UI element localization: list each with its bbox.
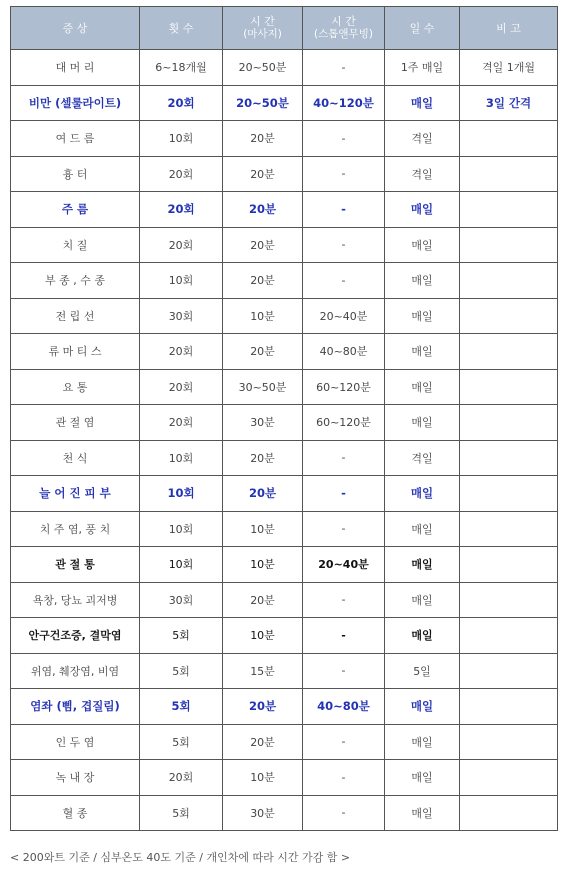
days-cell: 매일 (385, 795, 460, 831)
header-time-label: 시 간 (331, 15, 356, 28)
massage-time-cell: 30분 (223, 405, 303, 441)
notes-cell (460, 582, 558, 618)
days-cell: 매일 (385, 476, 460, 512)
days-cell: 매일 (385, 405, 460, 441)
days-cell: 매일 (385, 582, 460, 618)
stop-moving-time-cell: - (303, 724, 385, 760)
symptom-cell: 치 질 (11, 227, 140, 263)
count-cell: 5회 (140, 689, 223, 725)
count-cell: 20회 (140, 369, 223, 405)
massage-time-cell: 10분 (223, 511, 303, 547)
table-row (11, 156, 558, 192)
count-cell: 6~18개월 (140, 50, 223, 86)
count-cell: 10회 (140, 547, 223, 583)
days-cell: 매일 (385, 192, 460, 228)
count-cell: 20회 (140, 405, 223, 441)
stop-moving-time-cell: - (303, 50, 385, 86)
days-cell: 매일 (385, 760, 460, 796)
notes-cell (460, 547, 558, 583)
table-row (11, 795, 558, 831)
symptom-cell: 비만 (셀룰라이트) (11, 85, 140, 121)
massage-time-cell: 20분 (223, 476, 303, 512)
stop-moving-time-cell: - (303, 511, 385, 547)
table-row (11, 50, 558, 86)
stop-moving-time-cell: - (303, 440, 385, 476)
notes-cell (460, 760, 558, 796)
table-row (11, 334, 558, 370)
header-symptom: 증 상 (11, 7, 140, 50)
header-massage-label: (마사지) (243, 28, 282, 40)
table-row (11, 298, 558, 334)
notes-cell (460, 724, 558, 760)
notes-cell (460, 369, 558, 405)
symptom-cell: 인 두 염 (11, 724, 140, 760)
table-row (11, 511, 558, 547)
massage-time-cell: 20분 (223, 724, 303, 760)
table-row (11, 582, 558, 618)
days-cell: 매일 (385, 227, 460, 263)
count-cell: 20회 (140, 334, 223, 370)
massage-time-cell: 10분 (223, 760, 303, 796)
header-row (11, 7, 558, 50)
days-cell: 매일 (385, 511, 460, 547)
notes-cell (460, 405, 558, 441)
notes-cell (460, 298, 558, 334)
count-cell: 10회 (140, 263, 223, 299)
symptom-cell: 전 립 선 (11, 298, 140, 334)
massage-time-cell: 30분 (223, 795, 303, 831)
massage-time-cell: 20분 (223, 440, 303, 476)
days-cell: 1주 매일 (385, 50, 460, 86)
massage-time-cell: 30~50분 (223, 369, 303, 405)
stop-moving-time-cell: 60~120분 (303, 369, 385, 405)
header-time-label: 시 간 (250, 15, 275, 28)
symptom-cell: 늘 어 진 피 부 (11, 476, 140, 512)
notes-cell (460, 689, 558, 725)
stop-moving-time-cell: - (303, 582, 385, 618)
footnote: < 200와트 기준 / 심부온도 40도 기준 / 개인차에 따라 시간 가감 함 > (10, 851, 351, 864)
stop-moving-time-cell: 60~120분 (303, 405, 385, 441)
table-row (11, 121, 558, 157)
symptom-cell: 대 머 리 (11, 50, 140, 86)
header-stop-moving-label: (스톱앤무빙) (314, 28, 373, 40)
symptom-cell: 욕창, 당뇨 괴저병 (11, 582, 140, 618)
table-row (11, 405, 558, 441)
table-row (11, 618, 558, 654)
stop-moving-time-cell: - (303, 121, 385, 157)
symptom-cell: 류 마 티 스 (11, 334, 140, 370)
stop-moving-time-cell: 40~80분 (303, 334, 385, 370)
count-cell: 10회 (140, 511, 223, 547)
massage-time-cell: 10분 (223, 618, 303, 654)
days-cell: 격일 (385, 156, 460, 192)
days-cell: 매일 (385, 369, 460, 405)
massage-time-cell: 20분 (223, 263, 303, 299)
massage-time-cell: 20분 (223, 192, 303, 228)
table-row (11, 476, 558, 512)
stop-moving-time-cell: - (303, 227, 385, 263)
count-cell: 10회 (140, 121, 223, 157)
massage-time-cell: 20분 (223, 582, 303, 618)
stop-moving-time-cell: - (303, 795, 385, 831)
symptom-cell: 주 름 (11, 192, 140, 228)
table-row (11, 440, 558, 476)
stop-moving-time-cell: - (303, 618, 385, 654)
symptom-cell: 치 주 염, 풍 치 (11, 511, 140, 547)
symptom-cell: 녹 내 장 (11, 760, 140, 796)
notes-cell (460, 192, 558, 228)
massage-time-cell: 20~50분 (223, 50, 303, 86)
stop-moving-time-cell: - (303, 156, 385, 192)
header-time-stop-moving (303, 7, 385, 50)
treatment-table (10, 6, 558, 831)
days-cell: 5일 (385, 653, 460, 689)
days-cell: 매일 (385, 724, 460, 760)
stop-moving-time-cell: - (303, 476, 385, 512)
notes-cell (460, 653, 558, 689)
days-cell: 매일 (385, 85, 460, 121)
stop-moving-time-cell: - (303, 653, 385, 689)
count-cell: 5회 (140, 618, 223, 654)
notes-cell (460, 227, 558, 263)
days-cell: 매일 (385, 334, 460, 370)
count-cell: 20회 (140, 156, 223, 192)
header-time-massage (223, 7, 303, 50)
days-cell: 격일 (385, 121, 460, 157)
count-cell: 30회 (140, 582, 223, 618)
massage-time-cell: 20분 (223, 689, 303, 725)
table-row (11, 547, 558, 583)
header-count: 횟 수 (140, 7, 223, 50)
symptom-cell: 여 드 름 (11, 121, 140, 157)
notes-cell (460, 618, 558, 654)
stop-moving-time-cell: 40~80분 (303, 689, 385, 725)
notes-cell (460, 156, 558, 192)
notes-cell (460, 511, 558, 547)
table-row (11, 227, 558, 263)
notes-cell (460, 476, 558, 512)
stop-moving-time-cell: - (303, 760, 385, 796)
days-cell: 격일 (385, 440, 460, 476)
count-cell: 30회 (140, 298, 223, 334)
notes-cell (460, 440, 558, 476)
symptom-cell: 천 식 (11, 440, 140, 476)
massage-time-cell: 15분 (223, 653, 303, 689)
count-cell: 5회 (140, 653, 223, 689)
notes-cell (460, 121, 558, 157)
table-row (11, 689, 558, 725)
symptom-cell: 위염, 췌장염, 비염 (11, 653, 140, 689)
count-cell: 20회 (140, 85, 223, 121)
table-row (11, 85, 558, 121)
stop-moving-time-cell: 40~120분 (303, 85, 385, 121)
notes-cell (460, 795, 558, 831)
notes-cell (460, 334, 558, 370)
massage-time-cell: 20분 (223, 156, 303, 192)
stop-moving-time-cell: 20~40분 (303, 298, 385, 334)
count-cell: 10회 (140, 476, 223, 512)
symptom-cell: 관 절 염 (11, 405, 140, 441)
days-cell: 매일 (385, 298, 460, 334)
stop-moving-time-cell: 20~40분 (303, 547, 385, 583)
symptom-cell: 관 절 통 (11, 547, 140, 583)
massage-time-cell: 10분 (223, 298, 303, 334)
count-cell: 20회 (140, 760, 223, 796)
massage-time-cell: 20~50분 (223, 85, 303, 121)
stop-moving-time-cell: - (303, 192, 385, 228)
symptom-cell: 혈 종 (11, 795, 140, 831)
symptom-cell: 흉 터 (11, 156, 140, 192)
table-row (11, 760, 558, 796)
header-notes: 비 고 (460, 7, 558, 50)
massage-time-cell: 20분 (223, 227, 303, 263)
table-row (11, 369, 558, 405)
count-cell: 20회 (140, 192, 223, 228)
days-cell: 매일 (385, 263, 460, 299)
count-cell: 5회 (140, 795, 223, 831)
table-row (11, 653, 558, 689)
massage-time-cell: 20분 (223, 334, 303, 370)
notes-cell: 격일 1개월 (460, 50, 558, 86)
table-row (11, 724, 558, 760)
symptom-cell: 염좌 (삠, 겹질림) (11, 689, 140, 725)
table-row (11, 263, 558, 299)
days-cell: 매일 (385, 689, 460, 725)
count-cell: 5회 (140, 724, 223, 760)
massage-time-cell: 20분 (223, 121, 303, 157)
massage-time-cell: 10분 (223, 547, 303, 583)
notes-cell: 3일 간격 (460, 85, 558, 121)
notes-cell (460, 263, 558, 299)
table-row (11, 192, 558, 228)
symptom-cell: 안구건조증, 결막염 (11, 618, 140, 654)
count-cell: 20회 (140, 227, 223, 263)
count-cell: 10회 (140, 440, 223, 476)
stop-moving-time-cell: - (303, 263, 385, 299)
header-days: 일 수 (385, 7, 460, 50)
days-cell: 매일 (385, 547, 460, 583)
days-cell: 매일 (385, 618, 460, 654)
symptom-cell: 부 종 , 수 종 (11, 263, 140, 299)
symptom-cell: 요 통 (11, 369, 140, 405)
